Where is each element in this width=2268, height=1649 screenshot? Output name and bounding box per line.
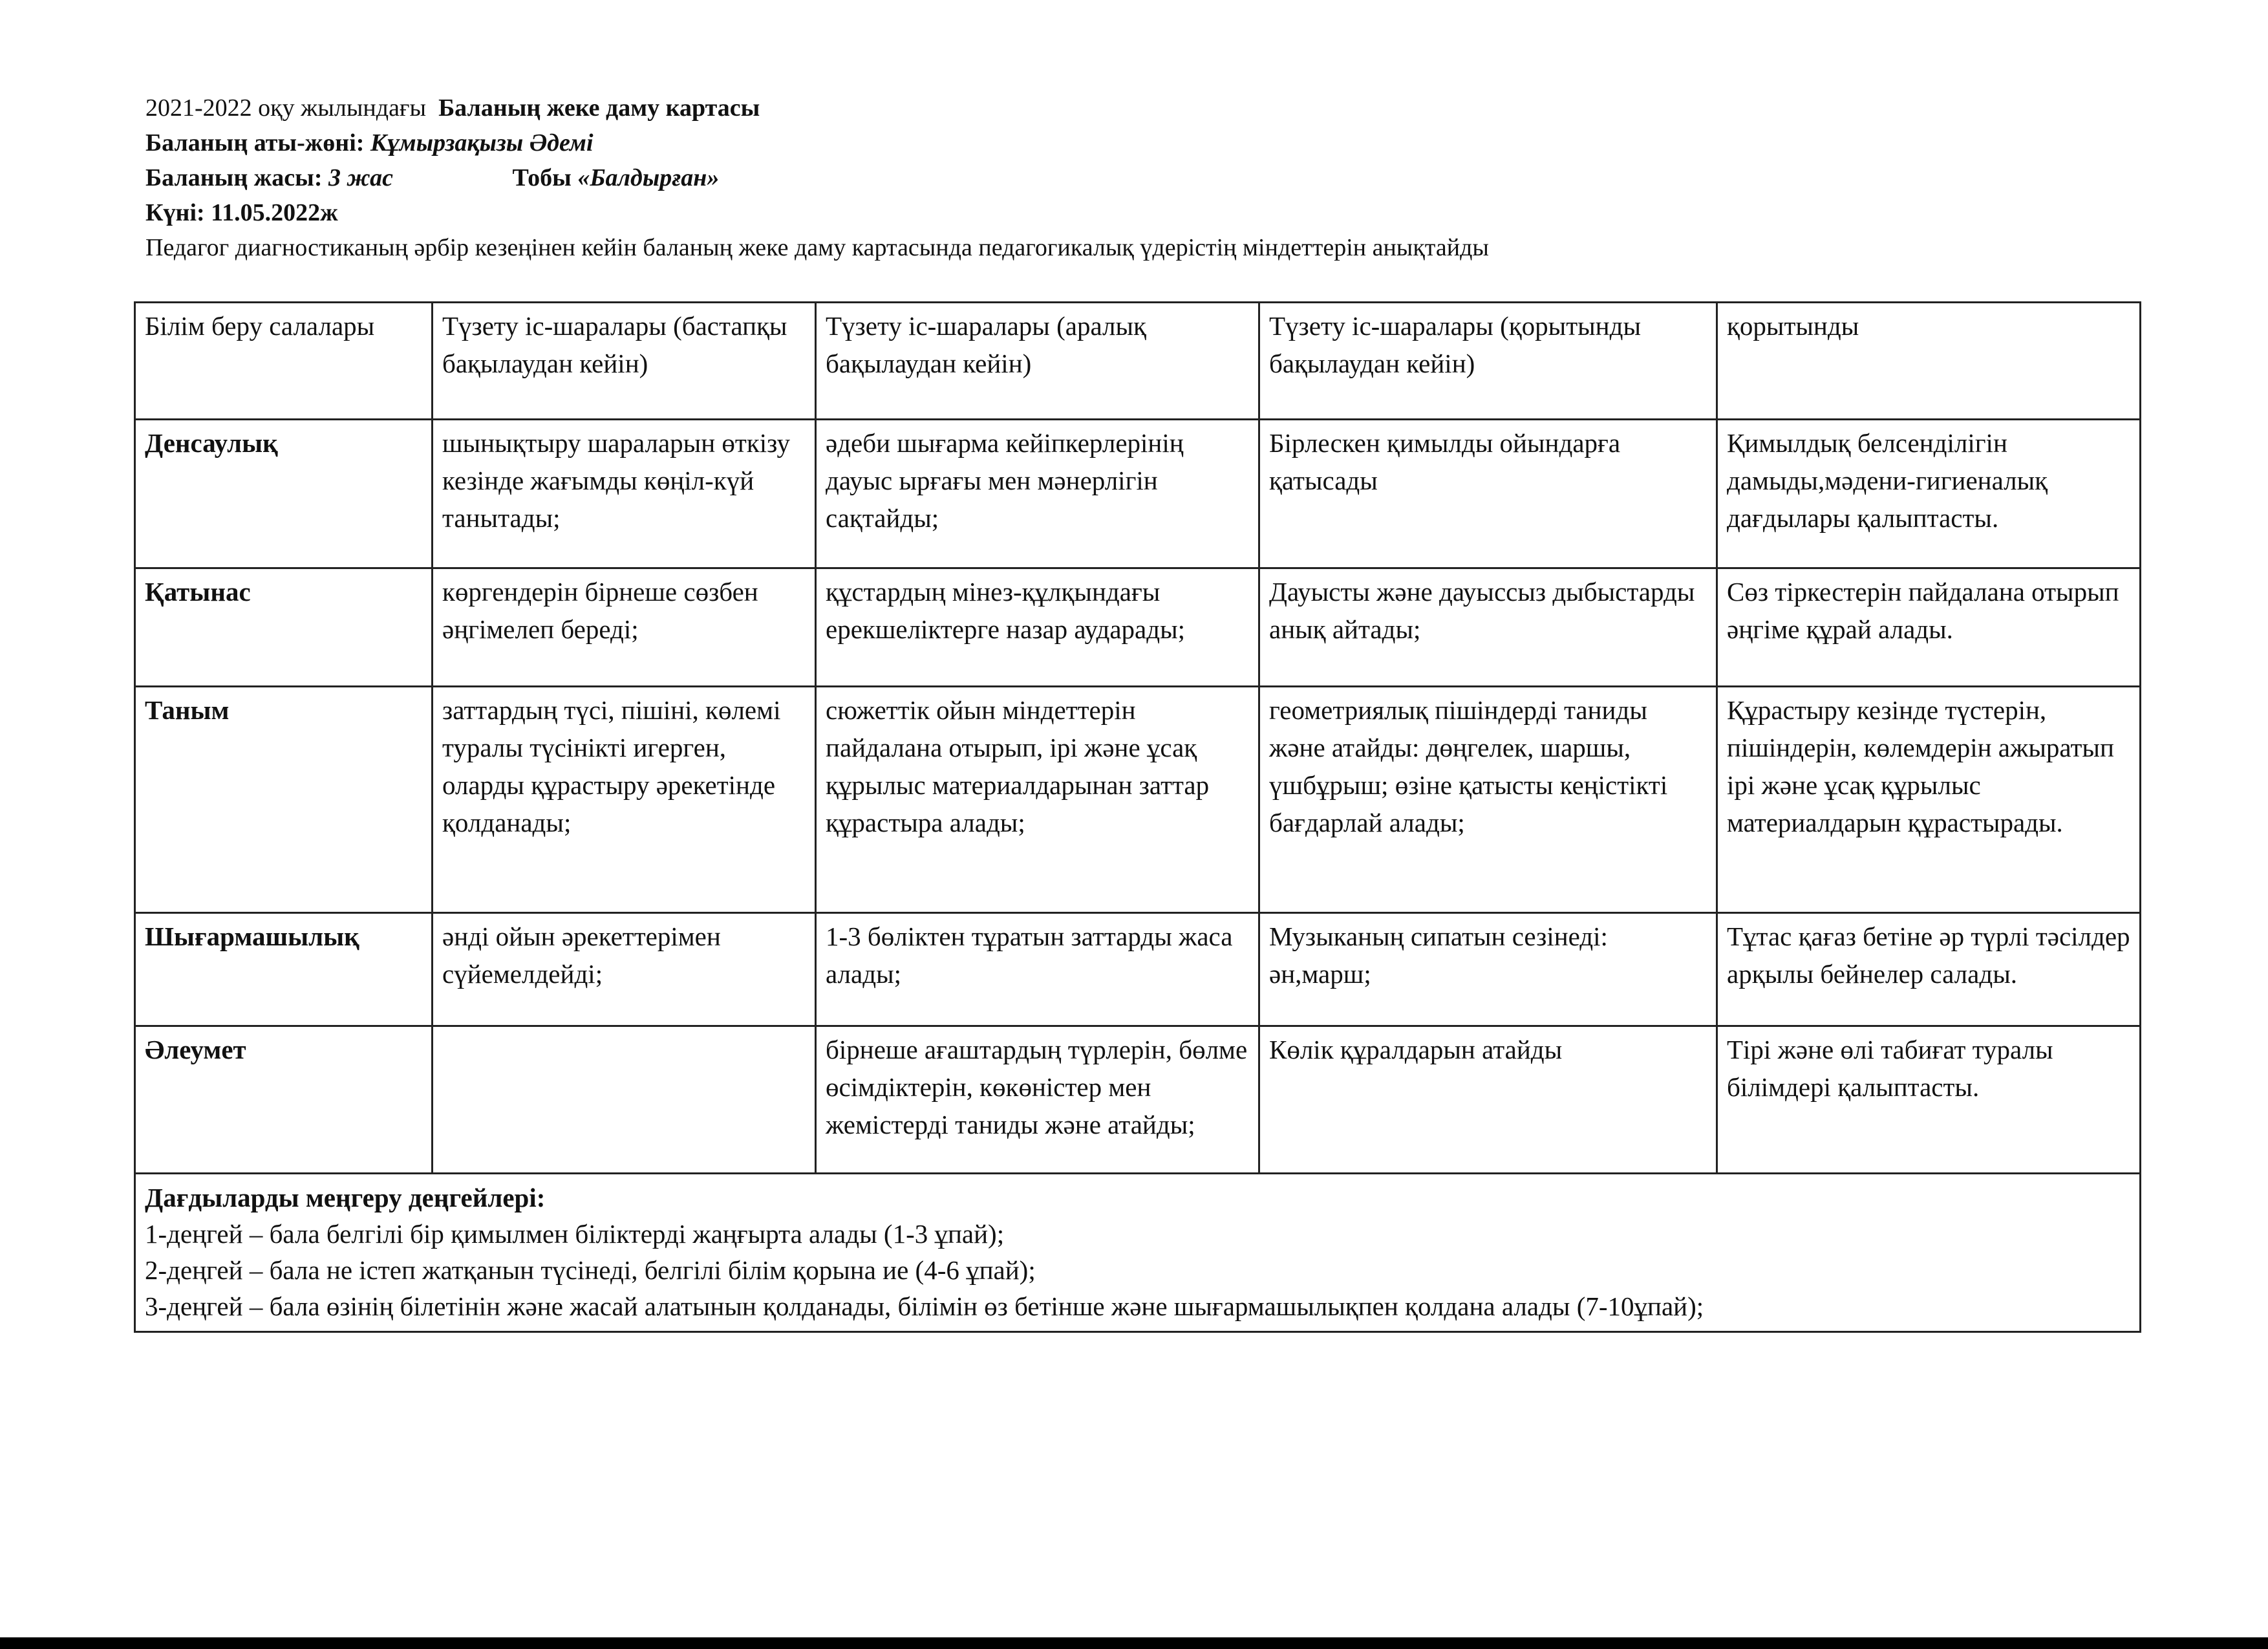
column-header-conclusion: қорытынды [1717, 303, 2141, 420]
table-row [135, 687, 2141, 913]
table-cell: Дауысты және дауыссыз дыбыстарды анық айтады; [1259, 568, 1717, 687]
table-cell: Тұтас қағаз бетіне әр түрлі тәсілдер арқылы бейнелер салады. [1717, 913, 2141, 1026]
table-cell: 1-3 бөліктен тұратын заттарды жаса алады; [816, 913, 1259, 1026]
name-label: Баланың аты-жөні: [145, 129, 365, 156]
name-line [145, 125, 2150, 160]
area-cell: Таным [135, 687, 433, 913]
child-age: 3 жас [328, 164, 394, 191]
level-2: 2-деңгей – бала не істеп жатқанын түсінеді, белгілі білім қорына ие (4-6 ұпай); [145, 1255, 1036, 1285]
document-title: Баланың жеке даму картасы [438, 94, 760, 122]
table-cell: геометриялық пішіндерді таниды және атайды: дөңгелек, шаршы, үшбұрыш; өзіне қатысты кеңістікті бағдарлай алады; [1259, 687, 1717, 913]
child-name: Кұмырзақызы Әдемі [370, 129, 594, 156]
column-header-final: Түзету іс-шаралары (қорытынды бақылаудан кейін) [1259, 303, 1717, 420]
table-cell: Көлік құралдарын атайды [1259, 1026, 1717, 1174]
table-cell: әдеби шығарма кейіпкерлерінің дауыс ырғағы мен мәнерлігін сақтайды; [816, 420, 1259, 568]
table-cell [433, 1026, 816, 1174]
intro-text: Педагог диагностиканың әрбір кезеңінен кейін баланың жеке даму картасында педагогикалық үдерістің міндеттерін анықтайды [145, 234, 1489, 261]
table-cell: Қимылдық белсенділігін дамыды,мәдени-гигиеналық дағдылары қалыптасты. [1717, 420, 2141, 568]
table-cell: Тірі және өлі табиғат туралы білімдері қалыптасты. [1717, 1026, 2141, 1174]
group-name: «Балдырған» [577, 164, 720, 191]
area-cell: Денсаулық [135, 420, 433, 568]
table-row [135, 913, 2141, 1026]
school-year: 2021-2022 оқу жылындағы [145, 94, 427, 122]
table-cell: құстардың мінез-құлқындағы ерекшеліктерге назар аударады; [816, 568, 1259, 687]
document-header [145, 91, 2150, 265]
skill-levels [135, 1174, 2141, 1332]
table-cell: Сөз тіркестерін пайдалана отырып әңгіме құрай алады. [1717, 568, 2141, 687]
title-line [145, 91, 2150, 125]
table-row [135, 568, 2141, 687]
age-label: Баланың жасы: [145, 164, 323, 191]
age-group-line [145, 160, 2150, 195]
level-3: 3-деңгей – бала өзінің білетінін және жасай алатынын қолданады, білімін өз бетінше және шығармашылықпен қолдана алады (7-10ұпай); [145, 1291, 1704, 1321]
table-header-row [135, 303, 2141, 420]
area-cell: Қатынас [135, 568, 433, 687]
table-cell: сюжеттік ойын міндеттерін пайдалана отырып, ірі және ұсақ құрылыс материалдарынан заттар құрастыра алады; [816, 687, 1259, 913]
area-cell: Шығармашылық [135, 913, 433, 1026]
table-cell: Құрастыру кезінде түстерін, пішіндерін, көлемдерін ажыратып ірі және ұсақ құрылыс материалдарын құрастырады. [1717, 687, 2141, 913]
scan-edge-bar [0, 1637, 2268, 1649]
table-cell: әнді ойын әрекеттерімен сүйемелдейді; [433, 913, 816, 1026]
column-header-intermediate: Түзету іс-шаралары (аралық бақылаудан кейін) [816, 303, 1259, 420]
column-header-area: Білім беру салалары [135, 303, 433, 420]
table-cell: шынықтыру шараларын өткізу кезінде жағымды көңіл-күй танытады; [433, 420, 816, 568]
group-label: Тобы [512, 164, 572, 191]
table-row [135, 1026, 2141, 1174]
table-row [135, 420, 2141, 568]
table-cell: бірнеше ағаштардың түрлерін, бөлме өсімдіктерін, көкөністер мен жемістерді таниды және атайды; [816, 1026, 1259, 1174]
table-cell: көргендерін бірнеше сөзбен әңгімелеп береді; [433, 568, 816, 687]
skill-levels-title: Дағдыларды меңгеру деңгейлері: [145, 1183, 546, 1212]
column-header-initial: Түзету іс-шаралары (бастапқы бақылаудан кейін) [433, 303, 816, 420]
table-cell: заттардың түсі, пішіні, көлемі туралы түсінікті игерген, оларды құрастыру әрекетінде қолданады; [433, 687, 816, 913]
level-1: 1-деңгей – бала белгілі бір қимылмен біліктерді жаңғырта алады (1-3 ұпай); [145, 1219, 1005, 1249]
area-cell: Әлеумет [135, 1026, 433, 1174]
date-line: Күні: 11.05.2022ж [145, 199, 338, 226]
table-cell: Бірлескен қимылды ойындарға қатысады [1259, 420, 1717, 568]
table-cell: Музыканың сипатын сезінеді: ән,марш; [1259, 913, 1717, 1026]
skill-levels-row [135, 1174, 2141, 1332]
development-table [134, 301, 2141, 1333]
